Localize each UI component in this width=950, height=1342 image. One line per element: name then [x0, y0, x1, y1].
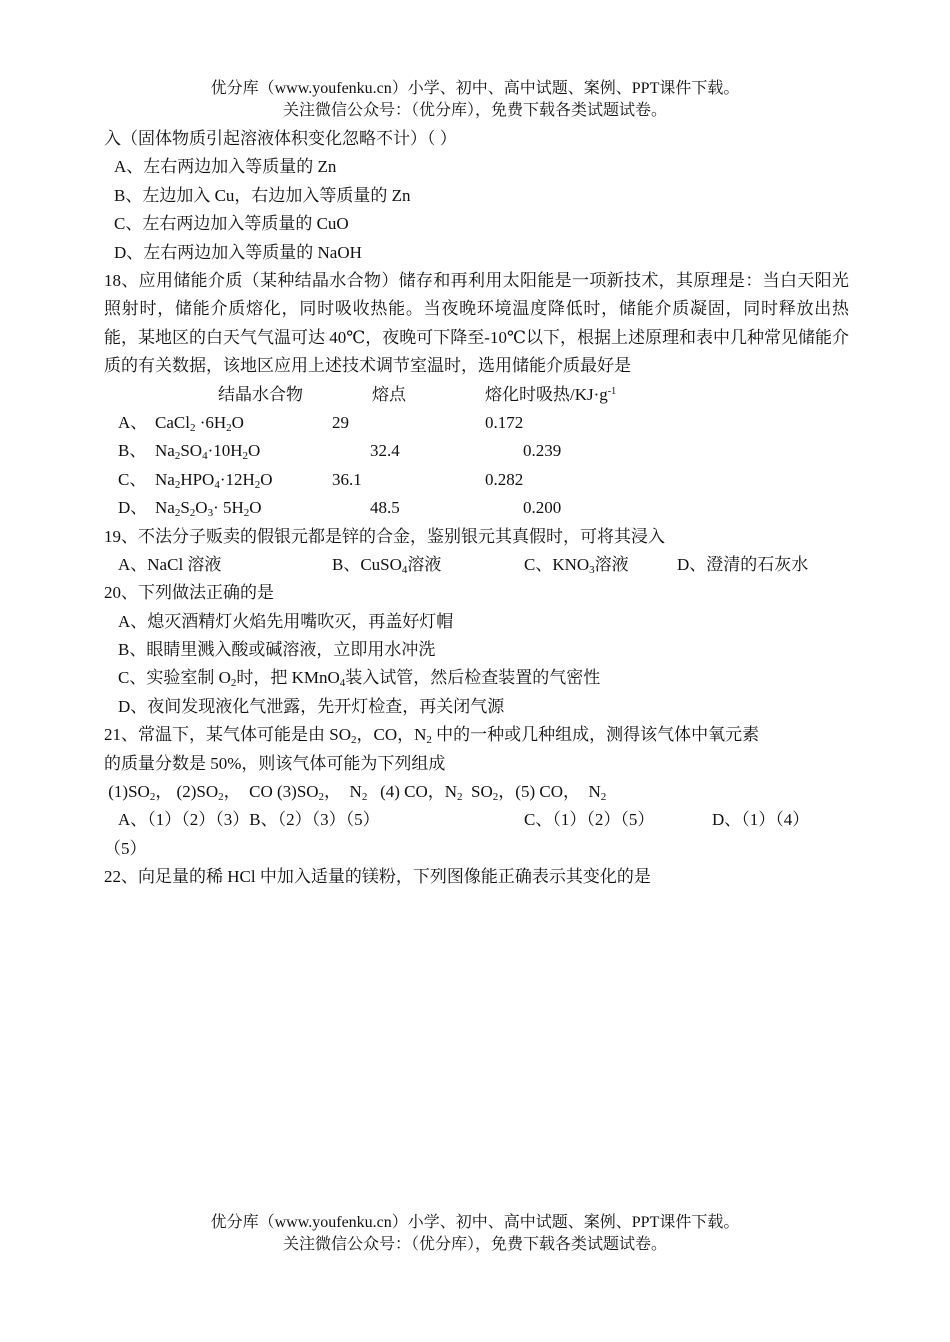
q18-row-a-heat: 0.172: [485, 412, 524, 432]
q21-stem-line-1: 21、常温下，某气体可能是由 $SO_2$，CO，$N_2$ 中的一种或几种组成，测得该气体中氧元素: [104, 725, 760, 747]
q20-option-c: C、实验室制 $O_2$时，把 KMnO$_4$装入试管，然后检查装置的气密性: [118, 668, 601, 690]
q18-row-c-label: C、: [118, 469, 147, 489]
q19-option-a: A、NaCl 溶液: [118, 554, 222, 574]
q19-option-d: D、澄清的石灰水: [677, 554, 809, 574]
q21-option-a: A、（1）（2）（3）B、（2）（3）（5）: [118, 810, 380, 830]
q18-row-d-mp: 48.5: [370, 498, 400, 518]
q18-row-b-compound: $Na_2SO_4\cdot 10H_2O$: [155, 441, 261, 463]
q22-stem: 22、向足量的稀 HCl 中加入适量的镁粉，下列图像能正确表示其变化的是: [104, 867, 651, 887]
q17-option-d: D、左右两边加入等质量的 NaOH: [114, 242, 362, 262]
q21-stem-line-2: 的质量分数是 50%，则该气体可能为下列组成: [104, 753, 446, 773]
footer-line-2: 关注微信公众号：（优分库），免费下载各类试题试卷。: [282, 1236, 667, 1253]
header-line-1: 优分库（www.youfenku.cn）小学、初中、高中试题、案例、PPT课件下载。: [210, 80, 740, 97]
q20-option-b: B、眼睛里溅入酸或碱溶液，立即用水冲洗: [118, 640, 436, 660]
q18-head-mp: 熔点: [372, 384, 406, 404]
q18-row-d: [104, 494, 849, 522]
q18-stem: 18、应用储能介质（某种结晶水合物）储存和再利用太阳能是一项新技术，其原理是：当白天阳光照射时，储能介质熔化，同时吸收热能。当夜晚环境温度降低时，储能介质凝固，同时释放出热能，某地区的白天气气温可达 40℃，夜晚可下降至-10℃以下，根据上述原理和表中几种常见储能介质的有关数据，该地区应用上述技术调节室温时，选用储能介质最好是: [104, 270, 849, 376]
q18-row-d-compound: $Na_2S_2O_3\cdot 5H_2O$: [155, 498, 262, 520]
exam-content: [104, 125, 849, 892]
q19-option-b: B、CuSO$_4$溶液: [332, 554, 442, 576]
q18-row-a-label: A、: [118, 412, 148, 432]
q17-option-a: A、左右两边加入等质量的 Zn: [114, 157, 337, 177]
q18-row-c: [104, 466, 849, 494]
q18-row-c-mp: 36.1: [332, 469, 362, 489]
q18-row-a-compound: CaCl$_2$ $\cdot 6H_2O$: [155, 412, 244, 434]
q17-option-b: B、左边加入 Cu，右边加入等质量的 Zn: [114, 185, 411, 205]
q18-row-a-mp: 29: [332, 412, 349, 432]
q18-table-header: [104, 381, 849, 409]
header-line-2: 关注微信公众号：（优分库），免费下载各类试题试卷。: [282, 102, 667, 119]
footer-line-1: 优分库（www.youfenku.cn）小学、初中、高中试题、案例、PPT课件下载。: [210, 1214, 740, 1231]
q18-row-b: [104, 437, 849, 465]
q20-option-a: A、熄灭酒精灯火焰先用嘴吹灭，再盖好灯帽: [118, 611, 454, 631]
q21-combinations: $(1)SO_2$， $(2)SO_2$， CO $(3)SO_2$， $N_2$ (4) CO，$N_2$ $SO_2$，(5) CO， $N_2$: [104, 782, 607, 804]
page-footer: [0, 1212, 950, 1256]
q18-row-c-compound: $Na_2HPO_4\cdot 12H_2O$: [155, 469, 273, 491]
page-header: [0, 78, 950, 122]
q21-options-line-1: [104, 806, 849, 834]
q21-option-c: C、（1）（2）（5）: [524, 810, 655, 830]
q18-row-b-mp: 32.4: [370, 441, 400, 461]
q18-row-a: [104, 409, 849, 437]
q17-stem-tail: 入（固体物质引起溶液体积变化忽略不计）（ ）: [104, 129, 457, 148]
q18-row-c-heat: 0.282: [485, 469, 524, 489]
q21-options-line-2: （5）: [104, 838, 147, 858]
q19-options: [104, 551, 849, 579]
q19-stem: 19、不法分子贩卖的假银元都是锌的合金，鉴别银元其真假时，可将其浸入: [104, 526, 665, 546]
q17-option-c: C、左右两边加入等质量的 CuO: [114, 214, 349, 234]
q21-option-d: D、（1）（4）: [712, 810, 810, 830]
q18-row-b-heat: 0.239: [523, 441, 562, 461]
q20-stem: 20、下列做法正确的是: [104, 583, 274, 603]
q18-row-d-heat: 0.200: [523, 498, 562, 518]
q18-row-d-label: D、: [118, 498, 148, 518]
q18-head-compound: 结晶水合物: [218, 384, 303, 404]
q20-option-d: D、夜间发现液化气泄露，先开灯检查，再关闭气源: [118, 696, 505, 716]
q18-head-heat: 熔化时吸热$/KJ\cdot g^{-1}$: [485, 384, 617, 404]
q18-row-b-label: B、: [118, 441, 147, 461]
q19-option-c: C、$KNO_3$溶液: [524, 554, 629, 576]
